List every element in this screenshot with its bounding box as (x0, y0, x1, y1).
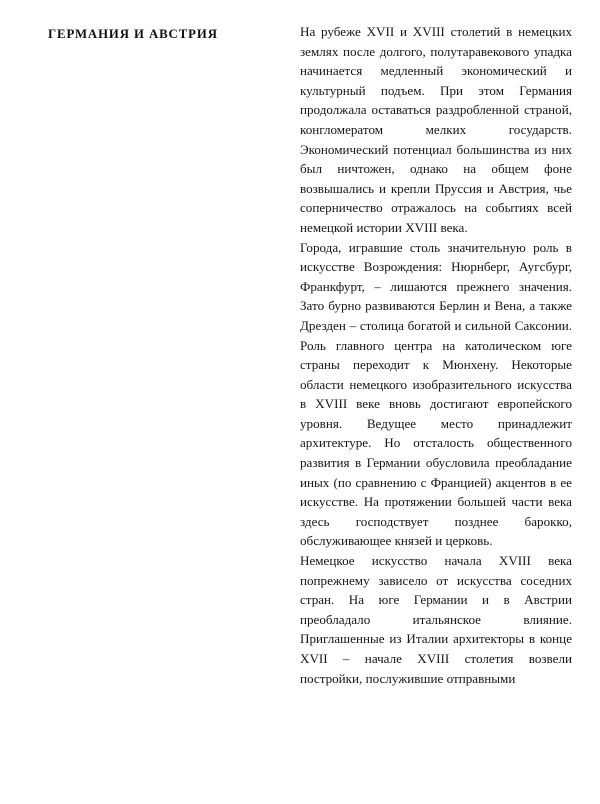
body-text-column (300, 22, 572, 688)
paragraph: Города, игравшие столь значительную роль в искусстве Возрождения: Нюрнберг, Аугсбург, Франкфурт, – лишаются прежнего значения. Зато бурно развиваются Берлин и Вена, а также Дрезден – столица богатой и сильной Саксонии. Роль главного центра на католическом юге страны переходит к Мюнхену. Некоторые области немецкого изобразительного искусства в XVIII веке вновь достигают европейского уровня. Ведущее место принадлежит архитектуре. Но отсталость общественного развития в Германии обусловила преобладание иных (по сравнению с Францией) акцентов в ее искусстве. На протяжении большей части века здесь господствует позднее барокко, обслуживающее князей и церковь. (300, 239, 572, 549)
paragraph: На рубеже XVII и XVIII столетий в немецких землях после долгого, полутаравекового упадка начинается медленный экономический и культурный подъем. При этом Германия продолжала оставаться раздробленной страной, конгломератом мелких государств. Экономический потенциал большинства из них был ничтожен, однако на общем фоне возвышались и крепли Пруссия и Австрия, чье соперничество отражалось на событиях всей немецкой истории XVIII века. (300, 24, 572, 235)
chapter-heading: ГЕРМАНИЯ И АВСТРИЯ (48, 27, 218, 41)
paragraph: Немецкое искусство начала XVIII века попрежнему зависело от искусства соседних стран. На юге Германии и в Австрии преобладало итальянское влияние. Приглашенные из Италии архитекторы в конце XVII – начале XVIII столетия возвели постройки, послужившие отправными (300, 553, 572, 686)
